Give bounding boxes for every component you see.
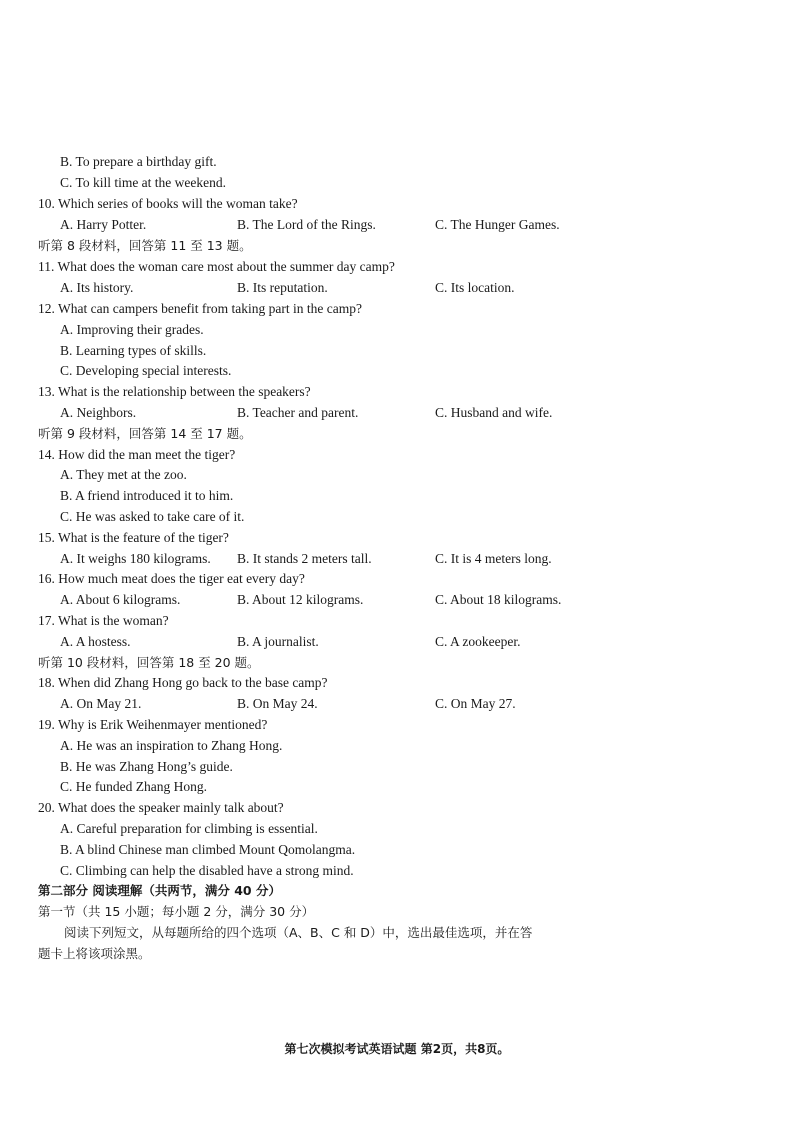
option-line (0, 735, 794, 756)
section-title: 第一节（共 15 小题；每小题 2 分，满分 30 分） (38, 904, 315, 919)
option-a: A. Improving their grades. (60, 322, 204, 337)
question-text: 14. How did the man meet the tiger? (38, 447, 236, 462)
question-text: 10. Which series of books will the woman take? (38, 196, 298, 211)
option-b: B. Learning types of skills. (60, 343, 207, 358)
option-c: C. He funded Zhang Hong. (60, 779, 207, 794)
option-a: A. Careful preparation for climbing is essential. (60, 821, 318, 836)
option-a: A. Harry Potter. (60, 217, 147, 232)
question-line (0, 568, 794, 589)
option-line (0, 818, 794, 839)
options-row (0, 277, 794, 298)
question-text: 18. When did Zhang Hong go back to the base camp? (38, 675, 328, 690)
instruction-text: 阅读下列短文，从每题所给的四个选项（A、B、C 和 D）中，选出最佳选项，并在答 (64, 925, 533, 940)
question-line (0, 672, 794, 693)
page-footer: 第七次模拟考试英语试题 第2页，共8页。 (284, 1042, 510, 1056)
section-instruction (0, 423, 794, 444)
option-line (0, 860, 794, 881)
question-text: 15. What is the feature of the tiger? (38, 530, 229, 545)
options-row (0, 548, 794, 569)
option-b: B. He was Zhang Hong’s guide. (60, 759, 233, 774)
option-text: C. To kill time at the weekend. (60, 175, 227, 190)
option-line (0, 839, 794, 860)
option-c: C. Its location. (435, 280, 515, 295)
section-instruction (0, 235, 794, 256)
question-line (0, 256, 794, 277)
option-b: B. On May 24. (237, 696, 318, 711)
question-line (0, 714, 794, 735)
section-text: 听第 8 段材料，回答第 11 至 13 题。 (38, 238, 252, 253)
option-c: C. Developing special interests. (60, 363, 232, 378)
question-line (0, 797, 794, 818)
option-a: A. About 6 kilograms. (60, 592, 181, 607)
question-line (0, 610, 794, 631)
option-b: B. A blind Chinese man climbed Mount Qomolangma. (60, 842, 356, 857)
option-c: C. On May 27. (435, 696, 516, 711)
option-line (0, 360, 794, 381)
options-row (0, 631, 794, 652)
options-row (0, 589, 794, 610)
question-text: 19. Why is Erik Weihenmayer mentioned? (38, 717, 268, 732)
option-line (0, 172, 794, 193)
question-line (0, 381, 794, 402)
option-c: C. He was asked to take care of it. (60, 509, 245, 524)
option-c: C. Climbing can help the disabled have a strong mind. (60, 863, 354, 878)
question-line (0, 444, 794, 465)
section-text: 听第 10 段材料，回答第 18 至 20 题。 (38, 655, 260, 670)
part-heading (0, 880, 794, 901)
question-text: 11. What does the woman care most about the summer day camp? (38, 259, 395, 274)
option-text: B. To prepare a birthday gift. (60, 154, 217, 169)
question-text: 12. What can campers benefit from taking part in the camp? (38, 301, 362, 316)
option-line (0, 319, 794, 340)
option-a: A. A hostess. (60, 634, 131, 649)
option-b: B. A journalist. (237, 634, 319, 649)
option-a: A. He was an inspiration to Zhang Hong. (60, 738, 283, 753)
question-line (0, 193, 794, 214)
question-text: 20. What does the speaker mainly talk about? (38, 800, 284, 815)
option-a: A. Its history. (60, 280, 134, 295)
option-c: C. The Hunger Games. (435, 217, 560, 232)
option-c: C. It is 4 meters long. (435, 551, 552, 566)
option-b: B. The Lord of the Rings. (237, 217, 376, 232)
option-line (0, 340, 794, 361)
option-c: C. A zookeeper. (435, 634, 521, 649)
option-c: C. About 18 kilograms. (435, 592, 562, 607)
option-b: B. Teacher and parent. (237, 405, 359, 420)
question-text: 13. What is the relationship between the speakers? (38, 384, 311, 399)
section-text: 听第 9 段材料，回答第 14 至 17 题。 (38, 426, 252, 441)
options-row (0, 402, 794, 423)
option-b: B. It stands 2 meters tall. (237, 551, 372, 566)
option-line (0, 151, 794, 172)
instruction-line (0, 943, 794, 964)
instruction-text: 题卡上将该项涂黑。 (38, 946, 151, 961)
option-line (0, 776, 794, 797)
instruction-line (0, 922, 794, 943)
option-line (0, 756, 794, 777)
options-row (0, 214, 794, 235)
question-line (0, 298, 794, 319)
section-heading (0, 901, 794, 922)
option-a: A. Neighbors. (60, 405, 137, 420)
option-line (0, 464, 794, 485)
option-b: B. A friend introduced it to him. (60, 488, 234, 503)
option-c: C. Husband and wife. (435, 405, 553, 420)
question-text: 16. How much meat does the tiger eat every day? (38, 571, 305, 586)
option-b: B. Its reputation. (237, 280, 328, 295)
options-row (0, 693, 794, 714)
option-b: B. About 12 kilograms. (237, 592, 364, 607)
option-line (0, 506, 794, 527)
option-a: A. They met at the zoo. (60, 467, 187, 482)
option-a: A. On May 21. (60, 696, 142, 711)
question-line (0, 527, 794, 548)
option-line (0, 485, 794, 506)
question-text: 17. What is the woman? (38, 613, 169, 628)
section-instruction (0, 652, 794, 673)
option-a: A. It weighs 180 kilograms. (60, 551, 211, 566)
part-title: 第二部分 阅读理解（共两节，满分 40 分） (38, 883, 281, 898)
